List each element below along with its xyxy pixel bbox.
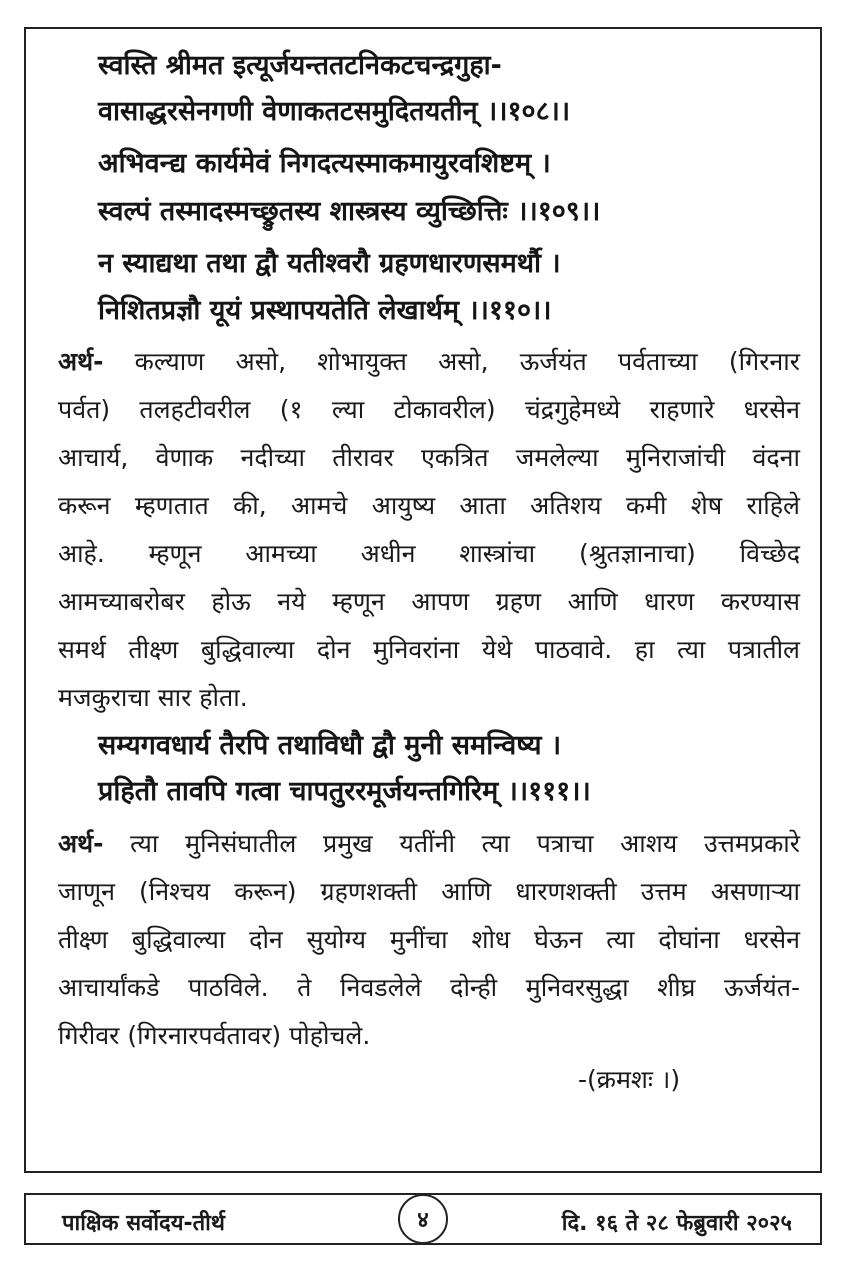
page-number: ४ <box>398 1194 448 1244</box>
publication-name: पाक्षिक सर्वोदय-तीर्थ <box>62 1211 225 1236</box>
meaning-first-line <box>58 338 800 386</box>
meaning-line: समर्थ तीक्ष्ण बुद्धिवाल्या दोन मुनिवरांना येथे पाठवावे. हा त्या पत्रातील <box>58 635 800 664</box>
meaning-label: अर्थ- <box>58 347 104 376</box>
verse-line: स्वस्ति श्रीमत इत्यूर्जयन्ततटनिकटचन्द्रगुहा- <box>98 50 502 81</box>
meaning-text: कल्याण असो, शोभायुक्त असो, ऊर्जयंत पर्वताच्या (गिरनार <box>103 347 800 376</box>
meaning-line: करून म्हणतात की, आमचे आयुष्य आता अतिशय कमी शेष राहिले <box>58 491 800 520</box>
meaning-first-line <box>58 820 800 868</box>
meaning-line: आमच्याबरोबर होऊ नये म्हणून आपण ग्रहण आणि धारण करण्यास <box>58 587 800 616</box>
meaning-line: जाणून (निश्चय करून) ग्रहणशक्ती आणि धारणशक्ती उत्तम असणाऱ्या <box>58 877 800 906</box>
meaning-line: तीक्ष्ण बुद्धिवाल्या दोन सुयोग्य मुनींचा शोध घेऊन त्या दोघांना धरसेन <box>58 925 800 954</box>
meaning-line: मजकुराचा सार होता. <box>58 683 248 712</box>
meaning-line: पर्वत) तलहटीवरील (१ ल्या टोकावरील) चंद्रगुहेमध्ये राहणारे धरसेन <box>58 395 800 424</box>
verse-line: अभिवन्द्य कार्यमेवं निगदत्यस्माकमायुरवशिष्टम् । <box>98 148 551 179</box>
meaning-line: आचार्यांकडे पाठविले. ते निवडलेले दोन्ही मुनिवरसुद्धा शीघ्र ऊर्जयंत- <box>58 973 800 1002</box>
continued-note: -(क्रमशः ।) <box>578 1065 681 1094</box>
verse-line: स्वल्पं तस्मादस्मच्छ्रुतस्य शास्त्रस्य व्युच्छित्तिः ।।१०९।। <box>98 196 601 227</box>
meaning-paragraph-1 <box>58 338 800 722</box>
meaning-label: अर्थ- <box>58 829 104 858</box>
verse-line: न स्याद्यथा तथा द्वौ यतीश्वरौ ग्रहणधारणसमर्थौ । <box>98 248 561 279</box>
meaning-line: आहे. म्हणून आमच्या अधीन शास्त्रांचा (श्रुतज्ञानाचा) विच्छेद <box>58 539 800 568</box>
page-footer <box>24 1193 822 1245</box>
verse-line: प्रहितौ तावपि गत्वा चापतुररमूर्जयन्तगिरिम् ।।१११।। <box>98 776 591 807</box>
issue-date: दि. १६ ते २८ फेब्रुवारी २०२५ <box>561 1211 792 1236</box>
meaning-line: आचार्य, वेणाक नदीच्या तीरावर एकत्रित जमलेल्या मुनिराजांची वंदना <box>58 443 800 472</box>
meaning-text: त्या मुनिसंघातील प्रमुख यतींनी त्या पत्राचा आशय उत्तमप्रकारे <box>103 829 800 858</box>
verse-line: सम्यगवधार्य तैरपि तथाविधौ द्वौ मुनी समन्विष्य । <box>98 730 562 761</box>
meaning-paragraph-2 <box>58 820 800 1060</box>
verse-line: वासाद्धरसेनगणी वेणाकतटसमुदितयतीन् ।।१०८।। <box>98 96 571 127</box>
verse-line: निशितप्रज्ञौ यूयं प्रस्थापयतेति लेखार्थम् ।।११०।। <box>98 295 552 326</box>
meaning-line: गिरीवर (गिरनारपर्वतावर) पोहोचले. <box>58 1021 371 1050</box>
